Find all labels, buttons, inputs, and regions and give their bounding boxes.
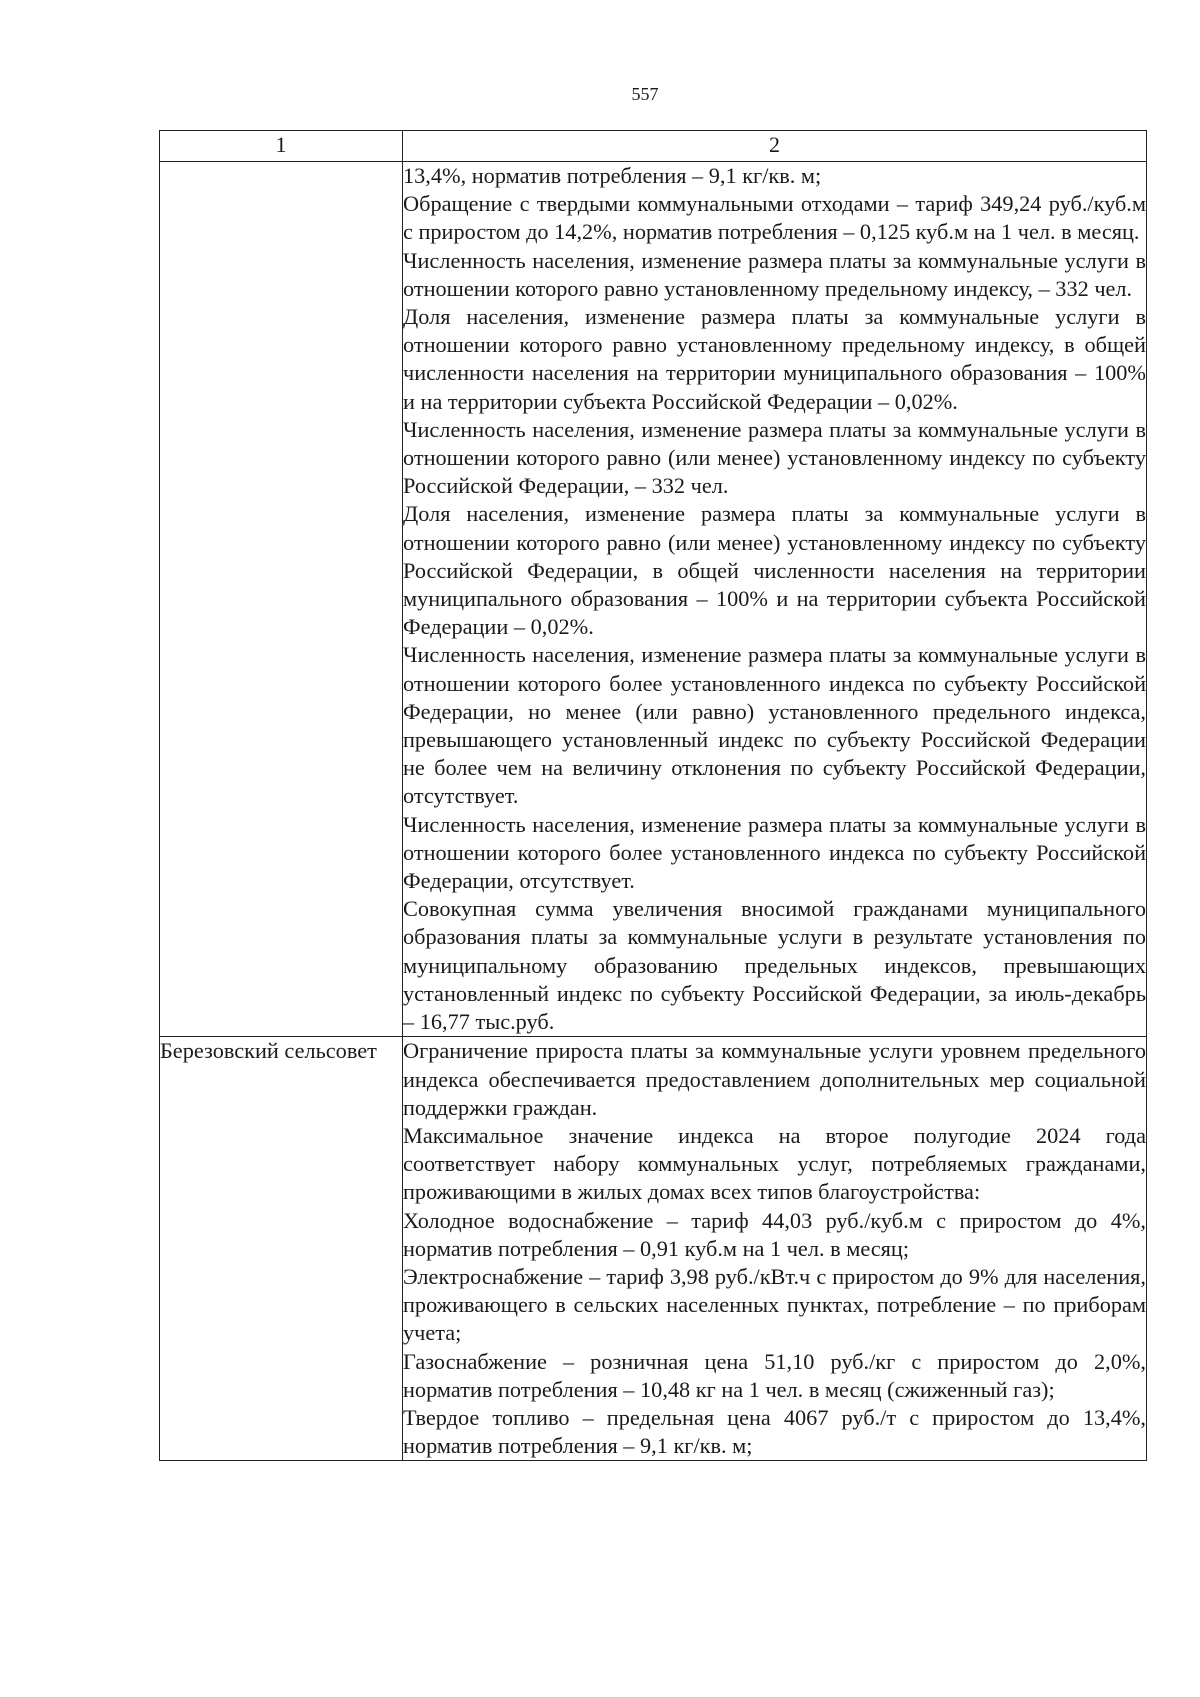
table-header-row xyxy=(160,131,1147,162)
paragraph: Численность населения, изменение размера платы за коммунальные услуги в отношении которого равно (или менее) установленному индексу по субъекту Российской Федерации, – 332 чел. xyxy=(403,416,1146,499)
paragraph: Ограничение прироста платы за коммунальные услуги уровнем предельного индекса обеспечивается предоставлением дополнительных мер социальной поддержки граждан. xyxy=(403,1038,1146,1120)
paragraph: Газоснабжение – розничная цена 51,10 руб./кг с приростом до 2,0%, норматив потребления – 10,48 кг на 1 чел. в месяц (сжиженный газ); xyxy=(403,1348,1146,1402)
table-row xyxy=(160,1037,1147,1461)
paragraph: Численность населения, изменение размера платы за коммунальные услуги в отношении которого равно установленному предельному индексу, – 332 чел. xyxy=(403,247,1146,301)
paragraph: Доля населения, изменение размера платы за коммунальные услуги в отношении которого равно (или менее) установленному индексу по субъекту Российской Федерации, в общей численности населения на территории муниципального образования – 100% и на территории субъекта Российской Федерации – 0,02%. xyxy=(403,501,1146,640)
region-cell: Березовский сельсовет xyxy=(160,1037,403,1461)
paragraph: Обращение с твердыми коммунальными отходами – тариф 349,24 руб./куб.м с приростом до 14,2%, норматив потребления – 0,125 куб.м на 1 чел. в месяц. xyxy=(403,191,1146,245)
column-header-1: 1 xyxy=(160,131,403,162)
description-cell xyxy=(403,162,1147,1037)
data-table xyxy=(159,130,1147,1461)
paragraph: 13,4%, норматив потребления – 9,1 кг/кв. м; xyxy=(403,163,822,188)
description-cell xyxy=(403,1037,1147,1461)
page-number: 557 xyxy=(631,84,659,104)
table-row xyxy=(160,162,1147,1037)
paragraph: Совокупная сумма увеличения вносимой гражданами муниципального образования платы за коммунальные услуги в результате установления по муниципальному образованию предельных индексов, превышающих установленный индекс по субъекту Российской Федерации, за июль-декабрь – 16,77 тыс.руб. xyxy=(403,896,1146,1035)
paragraph: Максимальное значение индекса на второе полугодие 2024 года соответствует набору коммунальных услуг, потребляемых гражданами, проживающими в жилых домах всех типов благоустройства: xyxy=(403,1122,1146,1205)
column-header-2: 2 xyxy=(403,131,1147,162)
paragraph: Холодное водоснабжение – тариф 44,03 руб./куб.м с приростом до 4%, норматив потребления – 0,91 куб.м на 1 чел. в месяц; xyxy=(403,1207,1146,1261)
paragraph: Твердое топливо – предельная цена 4067 руб./т с приростом до 13,4%, норматив потребления – 9,1 кг/кв. м; xyxy=(403,1404,1146,1459)
region-cell xyxy=(160,162,403,1037)
paragraph: Доля населения, изменение размера платы за коммунальные услуги в отношении которого равно установленному предельному индексу, в общей численности населения на территории муниципального образования – 100% и на территории субъекта Российской Федерации – 0,02%. xyxy=(403,304,1146,414)
paragraph: Численность населения, изменение размера платы за коммунальные услуги в отношении которого более установленного индекса по субъекту Российской Федерации, но менее (или равно) установленного предельного индекса, превышающего установленный индекс по субъекту Российской Федерации не более чем на величину отклонения по субъекту Российской Федерации, отсутствует. xyxy=(403,642,1146,809)
paragraph: Численность населения, изменение размера платы за коммунальные услуги в отношении которого более установленного индекса по субъекту Российской Федерации, отсутствует. xyxy=(403,811,1146,894)
paragraph: Электроснабжение – тариф 3,98 руб./кВт.ч с приростом до 9% для населения, проживающего в сельских населенных пунктах, потребление – по приборам учета; xyxy=(403,1263,1146,1346)
